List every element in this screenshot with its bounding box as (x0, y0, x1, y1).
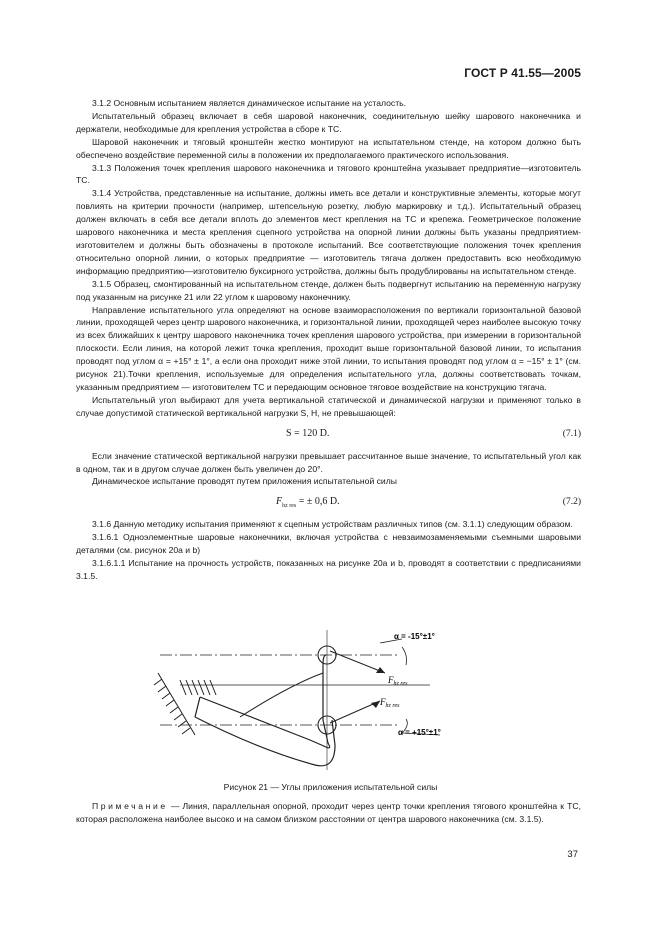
paragraph-3-1-4: 3.1.4 Устройства, представленные на испытание, должны иметь все детали и конструктивные элементы, которые могут повлиять на критерии прочности (например, штепсельную розетку, любую маркировку и т.д.). Испытательный образец должен включать в себя все детали вплоть до элементов мест крепления на ТС и крепежа. Геометрическое положение шарового наконечника и места крепления сцепного устройства на опорной линии должны быть указаны предприятием-изготовителем и должны быть обозначены в протоколе испытаний. Все соответствующие положения точек крепления относительно опорной линии, о которых предприятие — изготовитель тягача должен предоставить всю необходимую информацию предприятию—изготовителю буксирного устройства, должны быть продублированы на испытательном стенде. (76, 188, 581, 276)
force-arrow-top (330, 651, 385, 673)
paragraph-3-1-6: 3.1.6 Данную методику испытания применяют к сцепным устройствам различных типов (см. 3.1.1) следующим образом. (92, 519, 573, 530)
paragraph: Направление испытательного угла определяют на основе взаиморасположения по вертикали горизонтальной базовой линии, проходящей через центр шарового наконечника, и горизонтальной линии, проходящей через наиболее высокую точку из всех ближайших к центру шарового наконечника точек крепления шарового устройства, при измерении в горизонтальной плоскости. Если линия, на которой лежит точка крепления, проходит выше горизонтальной базовой линии, то испытания проводят под углом α = +15° ± 1°, а если она проходит ниже этой линии, то испытания проводят под углом α = −15° ± 1° (см. рисунок 21).Точки крепления, используемые для определения испытательного угла, должны соответствовать точкам, указанным предприятием — изготовителем ТС и передающим основное тяговое воздействие на конструкцию тягача. (76, 304, 581, 392)
mount-hatch (154, 673, 195, 735)
figure-21-drawing (140, 625, 470, 775)
document-header: ГОСТ Р 41.55—2005 (464, 66, 581, 80)
force-label-top: $F_{hz res}$ (388, 675, 408, 687)
paragraph-3-1-5: 3.1.5 Образец, смонтированный на испытательном стенде, должен быть подвергнут испытанию на переменную нагрузку под указанным на рисунке 21 или 22 углом к шаровому наконечнику. (76, 278, 581, 302)
paragraph: Динамическое испытание проводят путем приложения испытательной силы (92, 476, 397, 487)
paragraph: Испытательный угол выбирают для учета вертикальной статической и динамической нагрузки и применяют только в случае допустимой статической вертикальной нагрузки S, H, не превышающей: (76, 394, 581, 418)
formula-expression: S = 120 D. (286, 427, 330, 439)
angle-label-top: α = -15°±1° (394, 632, 435, 641)
tow-bar-brace (240, 673, 323, 717)
paragraph-3-1-2: 3.1.2 Основным испытанием является динамическое испытание на усталость. (92, 98, 407, 108)
note (76, 800, 581, 826)
document-body (76, 97, 581, 583)
page-number: 37 (567, 849, 578, 860)
figure-caption: Рисунок 21 — Углы приложения испытательной силы (223, 782, 438, 792)
paragraph-3-1-6-1: 3.1.6.1 Одноэлементные шаровые наконечники, включая устройства с невзаимозаменяемыми съемными шаровыми деталями (см. рисунок 20a и b) (76, 532, 581, 556)
paragraph-3-1-3: 3.1.3 Положения точек крепления шарового наконечника и тягового кронштейна указывает предприятие—изготовитель ТС. (76, 162, 581, 186)
formula-expression: $F_{hz res}$ = ± 0,6 D. (276, 496, 340, 510)
paragraph-3-1-6-1-1: 3.1.6.1.1 Испытание на прочность устройств, показанных на рисунке 20a и b, проводят в соответствии с предписаниями 3.1.5. (76, 558, 581, 581)
formula-7-2 (76, 496, 581, 509)
mount-hatch-2 (180, 680, 216, 695)
formula-number: (7.2) (562, 497, 581, 508)
note-text: — Линия, параллельная опорной, проходит через центр точки крепления тягового кронштейна к ТС, которая расположена наиболее высоко и на самом близком расстоянии от центра шарового наконечника (см. 3.1.5). (76, 801, 581, 824)
formula-7-1 (76, 428, 581, 441)
paragraph: Если значение статической вертикальной нагрузки превышает рассчитанное выше значение, то испытательный угол как в одном, так и в другом случае должен быть увеличен до 20°. (76, 450, 581, 474)
force-label-bottom: $F_{hz res}$ (380, 697, 400, 709)
angle-arc-top (402, 647, 407, 665)
paragraph: Шаровой наконечник и тяговый кронштейн жестко монтируют на испытательном стенде, на котором должно быть обеспечено воздействие переменной силы в положении их предполагаемого практического использования. (76, 136, 581, 160)
paragraph: Испытательный образец включает в себя шаровой наконечник, соединительную шейку шарового наконечника и держатели, необходимые для крепления устройства в сборе к ТС. (76, 110, 581, 134)
note-label: Примечание (92, 801, 168, 811)
formula-number: (7.1) (562, 428, 581, 439)
angle-label-bottom: α = +15°±1° (398, 728, 441, 737)
